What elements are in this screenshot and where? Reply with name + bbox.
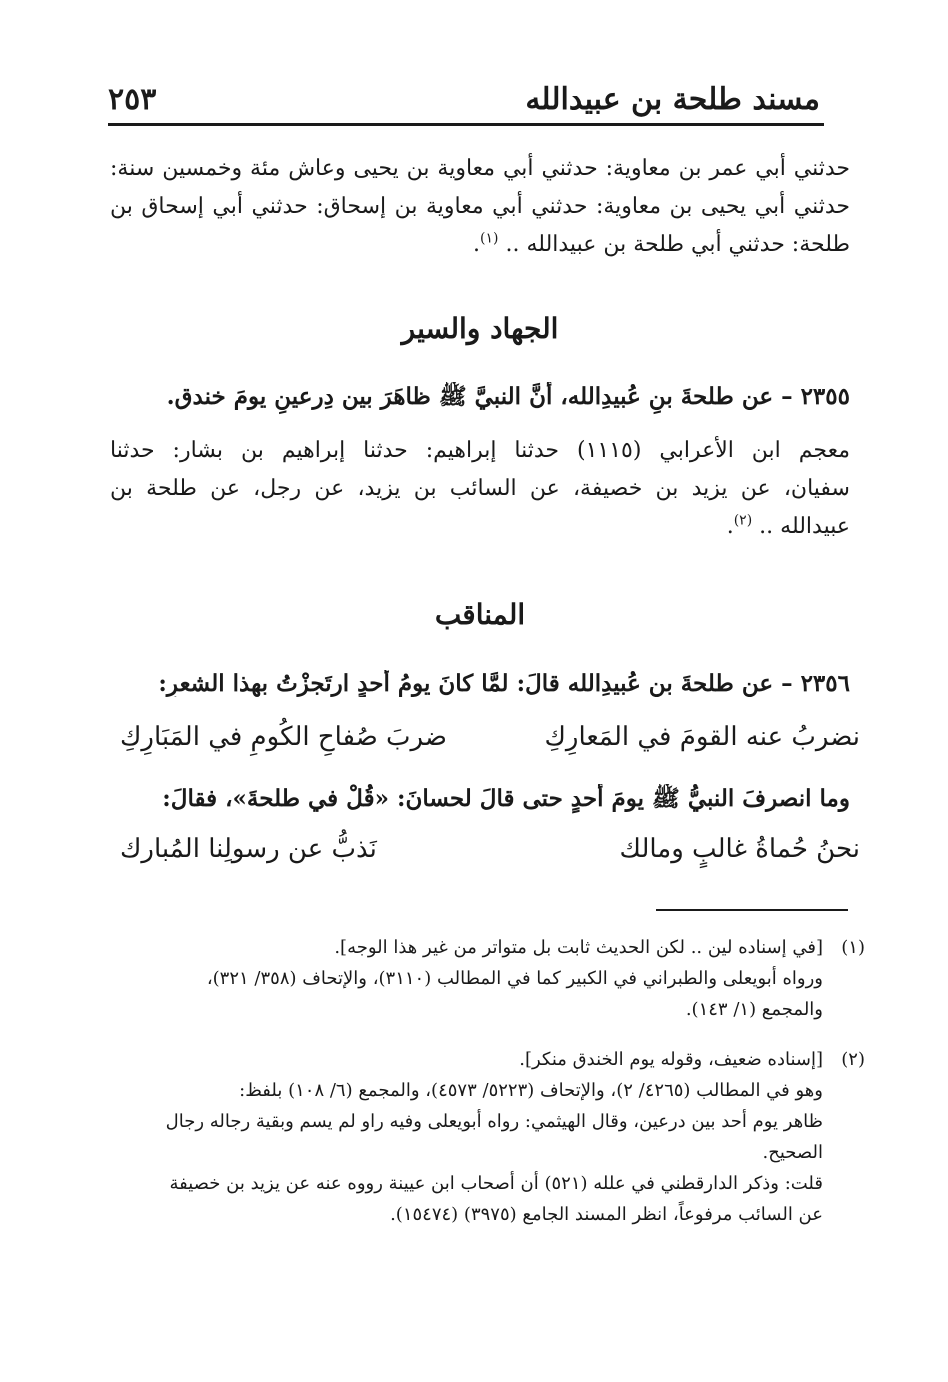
- footnote-1-body: [115, 932, 823, 1025]
- running-title: مسند طلحة بن عبيدالله: [525, 82, 820, 117]
- footnote-line: [في إسناده لين .. لكن الحديث ثابت بل متواتر من غير هذا الوجه].: [334, 937, 823, 958]
- intro-paragraph: [110, 150, 850, 264]
- footnote-line: قلت: وذكر الدارقطني في علله (٥٢١) أن أصحاب ابن عيينة رووه عنه عن يزيد بن خصيفة: [169, 1173, 823, 1194]
- source-line-last: [110, 508, 850, 546]
- footnote-line: ظاهر يوم أحد بين درعين، وقال الهيثمي: رواه أبويعلى وفيه راو لم يسم وبقية رجاله رجال: [165, 1111, 823, 1132]
- header-rule: [108, 123, 824, 126]
- verse-1-second-hemistich: ضربَ صُفاحِ الكُومِ في المَبَارِكِ: [120, 722, 447, 752]
- hadith-2355-heading: ٢٣٥٥ – عن طلحةَ بنِ عُبيدِالله، أنَّ النبيَّ ﷺ ظاهَرَ بين دِرعينِ يومَ خندق.: [166, 383, 850, 410]
- footnote-line: الصحيح.: [762, 1142, 823, 1163]
- page-header: [108, 82, 820, 122]
- footnote-2: [115, 1044, 865, 1230]
- footnote-reference-2[interactable]: (٢): [733, 512, 753, 529]
- footnote-line: وهو في المطالب (٤٢٦٥/ ٢)، والإتحاف (٥٢٢٣/ ٤٥٧٣)، والمجمع (٦/ ١٠٨) بلفظ:: [239, 1080, 823, 1101]
- footnote-line: عن السائب مرفوعاً، انظر المسند الجامع (٣٩٧٥) (١٥٤٧٤).: [390, 1204, 823, 1225]
- hadith-2356-middle: وما انصرفَ النبيُّ ﷺ يومَ أُحدٍ حتى قالَ لحسانَ: «قُلْ في طلحةَ»، فقالَ:: [162, 785, 850, 812]
- footnote-1: [115, 932, 865, 1025]
- intro-line: حدثني أبي يحيى بن معاوية: حدثني أبي معاوية بن إسحاق: حدثني أبي إسحاق بن: [110, 194, 850, 219]
- intro-line-text: طلحة: حدثني أبي طلحة بن عبيدالله ..: [505, 232, 850, 257]
- hadith-2355-source: [110, 432, 850, 546]
- footnote-line: ورواه أبويعلى والطبراني في الكبير كما في المطالب (٣١١٠)، والإتحاف (٣٥٨/ ٣٢١)،: [206, 968, 823, 989]
- source-line: سفيان، عن يزيد بن خصيفة، عن السائب بن يزيد، عن رجل، عن طلحة بن: [110, 476, 850, 501]
- verse-2-first-hemistich: نحنُ حُماةُ غالبٍ ومالك: [619, 834, 860, 864]
- verse-2: [120, 834, 860, 878]
- source-line-text: عبيدالله ..: [759, 514, 850, 539]
- footnote-2-number: (٢): [841, 1049, 865, 1070]
- section-title-manaqib: المناقب: [434, 598, 526, 631]
- footnote-2-body: [115, 1044, 823, 1230]
- source-line: معجم ابن الأعرابي (١١١٥) حدثنا إبراهيم: حدثنا إبراهيم بن بشار: حدثنا: [110, 438, 850, 463]
- hadith-2356-heading: ٢٣٥٦ – عن طلحةَ بنِ عُبيدِالله قالَ: لمَّا كانَ يومُ أُحدٍ ارتَجزْتُ بهذا الشعرِ:: [158, 670, 850, 697]
- intro-line: حدثني أبي عمر بن معاوية: حدثني أبي معاوية بن يحيى وعاش مئة وخمسين سنة:: [110, 156, 850, 181]
- footnote-line: [إسناده ضعيف، وقوله يوم الخندق منكر].: [519, 1049, 823, 1070]
- section-title-jihad: الجهاد والسير: [401, 312, 559, 345]
- page-number: ٢٥٣: [108, 82, 157, 117]
- verse-2-second-hemistich: نَذبُّ عن رسولِنا المُبارك: [120, 834, 377, 864]
- source-end: .: [726, 514, 734, 539]
- footnote-line: والمجمع (١/ ١٤٣).: [685, 999, 823, 1020]
- verse-1-first-hemistich: نضربُ عنه القومَ في المَعارِكِ: [544, 722, 860, 752]
- footnote-rule: [656, 909, 848, 911]
- footnote-reference-1[interactable]: (١): [480, 230, 499, 247]
- intro-line-last: [110, 226, 850, 264]
- verse-1: [120, 722, 860, 766]
- intro-end: .: [473, 232, 481, 257]
- footnote-1-number: (١): [841, 937, 865, 958]
